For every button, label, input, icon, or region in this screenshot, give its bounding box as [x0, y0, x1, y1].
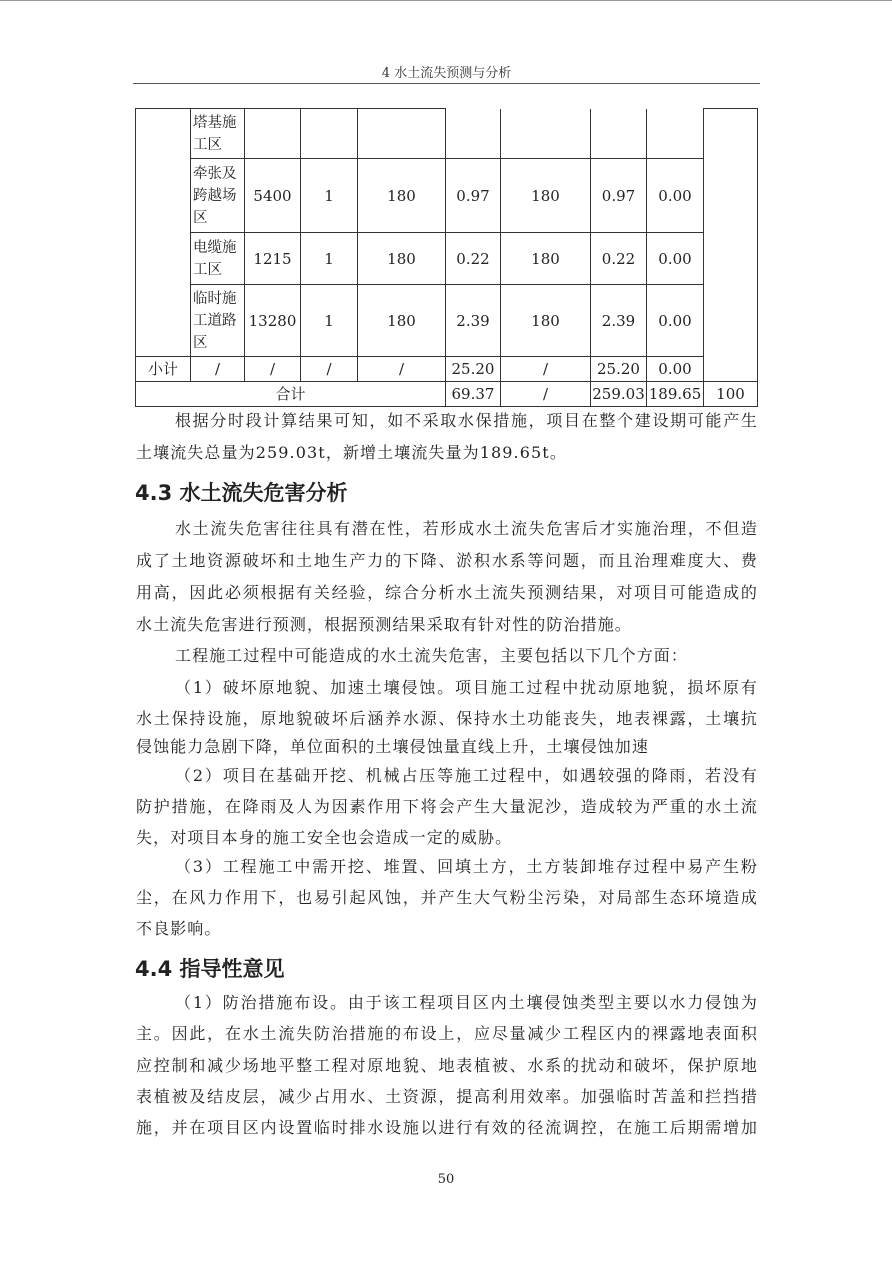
cell: [358, 109, 446, 159]
cell: [501, 109, 591, 159]
merged-cell: [704, 109, 758, 382]
subtotal-row: [136, 357, 758, 382]
area-cell: 塔基施工区: [191, 109, 245, 159]
cell: 0.97: [591, 159, 647, 233]
cell: /: [191, 357, 245, 382]
cell: 0.22: [446, 233, 501, 285]
cell: 180: [358, 159, 446, 233]
section-heading-4-3: 4.3 水土流失危害分析: [135, 481, 348, 505]
cell: /: [245, 357, 301, 382]
paragraph-line: 侵蚀能力急剧下降，单位面积的土壤侵蚀量直线上升，土壤侵蚀加速: [136, 737, 650, 756]
paragraph-line: 水土流失危害进行预测，根据预测结果采取有针对性的防治措施。: [136, 615, 632, 634]
cell: 25.20: [446, 357, 501, 382]
total-row: [136, 382, 758, 407]
cell: 189.65: [647, 382, 704, 407]
cell: [647, 109, 704, 159]
cell: 25.20: [591, 357, 647, 382]
cell: 259.03: [591, 382, 647, 407]
table-row: [136, 109, 758, 159]
paragraph-line: 防护措施，在降雨及人为因素作用下将会产生大量泥沙，造成较为严重的水土流: [136, 797, 758, 816]
cell: 2.39: [446, 285, 501, 357]
cell: /: [501, 357, 591, 382]
page-number: 50: [437, 1172, 455, 1187]
paragraph-line: （1）破坏原地貌、加速土壤侵蚀。项目施工过程中扰动原地貌，损坏原有: [175, 678, 758, 697]
cell: 180: [501, 233, 591, 285]
paragraph-line: 失，对项目本身的施工安全也会造成一定的威胁。: [136, 828, 513, 847]
cell: 0.97: [446, 159, 501, 233]
table-row: [136, 159, 758, 233]
cell: 1215: [245, 233, 301, 285]
cell: 5400: [245, 159, 301, 233]
category-cell: [136, 109, 191, 357]
cell: 180: [358, 233, 446, 285]
cell: 1: [301, 285, 358, 357]
subtotal-label: 小计: [136, 357, 191, 382]
table-row: [136, 285, 758, 357]
paragraph-line: （3）工程施工中需开挖、堆置、回填土方，土方装卸堆存过程中易产生粉: [175, 857, 758, 876]
paragraph-line: 尘，在风力作用下，也易引起风蚀，并产生大气粉尘污染，对局部生态环境造成: [136, 888, 758, 907]
cell: /: [301, 357, 358, 382]
page-top-border: [0, 0, 892, 1]
cell: 0.22: [591, 233, 647, 285]
cell: [245, 109, 301, 159]
cell: /: [358, 357, 446, 382]
paragraph-line: 主。因此，在水土流失防治措施的布设上，应尽量减少工程区内的裸露地表面积: [136, 1024, 758, 1043]
paragraph-line: 成了土地资源破坏和土地生产力的下降、淤积水系等问题，而且治理难度大、费: [136, 551, 758, 570]
paragraph-line: 土壤流失总量为259.03t，新增土壤流失量为189.65t。: [136, 443, 567, 462]
cell: 180: [358, 285, 446, 357]
cell: 0.00: [647, 159, 704, 233]
paragraph-line: 不良影响。: [136, 919, 222, 938]
area-cell: 临时施工道路区: [191, 285, 245, 357]
section-heading-4-4: 4.4 指导性意见: [135, 957, 285, 981]
cell: 0.00: [647, 233, 704, 285]
paragraph-line: （2）项目在基础开挖、机械占压等施工过程中，如遇较强的降雨，若没有: [175, 766, 758, 785]
area-cell: 牵张及跨越场区: [191, 159, 245, 233]
table-row: [136, 233, 758, 285]
cell: [446, 109, 501, 159]
cell: 180: [501, 285, 591, 357]
cell: 0.00: [647, 285, 704, 357]
soil-loss-table: [135, 108, 758, 407]
cell: /: [501, 382, 591, 407]
cell: [301, 109, 358, 159]
paragraph-line: 用高，因此必须根据有关经验，综合分析水土流失预测结果，对项目可能造成的: [136, 583, 758, 602]
paragraph-line: （1）防治措施布设。由于该工程项目区内土壤侵蚀类型主要以水力侵蚀为: [175, 993, 758, 1012]
total-label: 合计: [136, 382, 446, 407]
cell: 1: [301, 233, 358, 285]
paragraph-line: 根据分时段计算结果可知，如不采取水保措施，项目在整个建设期可能产生: [175, 411, 758, 430]
cell: 100: [704, 382, 758, 407]
running-header: 4 水土流失预测与分析: [381, 66, 512, 81]
paragraph-line: 施，并在项目区内设置临时排水设施以进行有效的径流调控，在施工后期需增加: [136, 1118, 758, 1137]
area-cell: 电缆施工区: [191, 233, 245, 285]
cell: [591, 109, 647, 159]
cell: 13280: [245, 285, 301, 357]
paragraph-line: 工程施工过程中可能造成的水土流失危害，主要包括以下几个方面：: [175, 646, 689, 665]
cell: 1: [301, 159, 358, 233]
cell: 180: [501, 159, 591, 233]
paragraph-line: 水土保持设施，原地貌破坏后涵养水源、保持水土功能丧失，地表裸露，土壤抗: [136, 709, 758, 728]
header-rule: [133, 83, 760, 84]
paragraph-line: 表植被及结皮层，减少占用水、土资源，提高利用效率。加强临时苫盖和拦挡措: [136, 1087, 758, 1106]
cell: 69.37: [446, 382, 501, 407]
cell: 0.00: [647, 357, 704, 382]
cell: 2.39: [591, 285, 647, 357]
paragraph-line: 水土流失危害往往具有潜在性，若形成水土流失危害后才实施治理，不但造: [175, 519, 758, 538]
paragraph-line: 应控制和减少场地平整工程对原地貌、地表植被、水系的扰动和破坏，保护原地: [136, 1056, 758, 1075]
